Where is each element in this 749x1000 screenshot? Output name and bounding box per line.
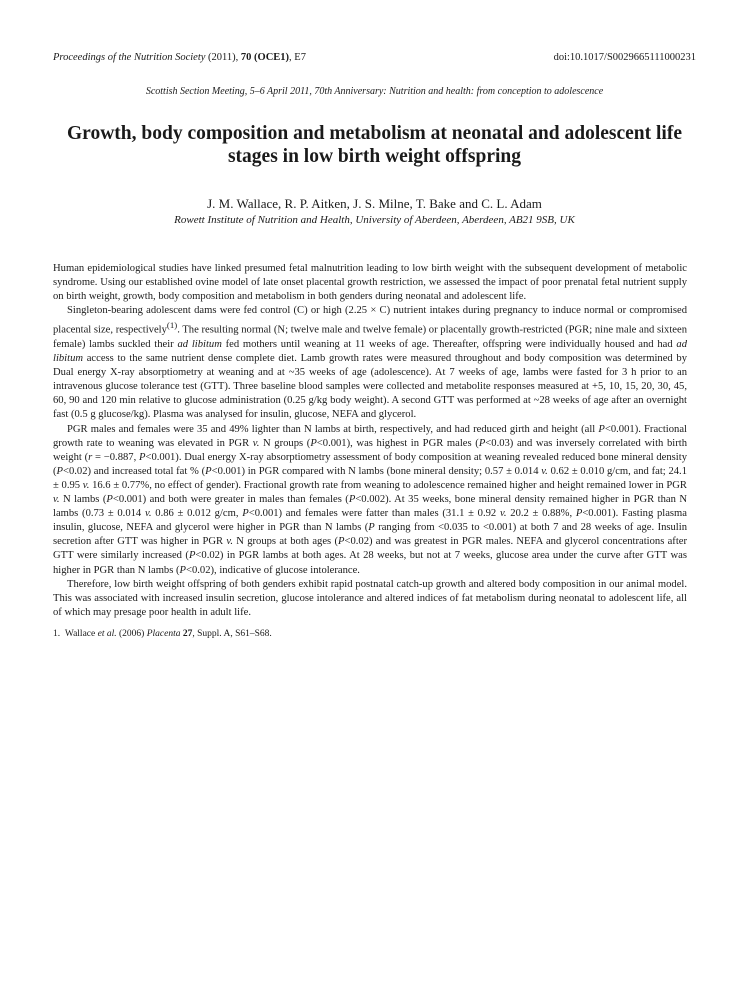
article-title: Growth, body composition and metabolism at neonatal and adolescent life stages in low birth weight offspring	[66, 123, 682, 167]
italic-term: v.	[499, 508, 507, 520]
text-run: 20.2 ± 0.88%,	[506, 508, 576, 520]
italic-term: P	[139, 451, 146, 463]
text-run: access to the same nutrient dense complete diet. Lamb growth rates were measured throughout and body composition was determined by Dual energy X-ray absorptiometry at weaning and at ~35 weeks of age (adolescence). At 7 weeks of age, lambs were fasted for 3 h prior to an intravenous glucose tolerance test (GTT). Three baseline blood samples were collected and metabolite responses measured at +5, 10, 15, 20, 30, 45, 60, 90 and 120 min relative to glucose administration (0.25 g/kg body weight). A second GTT was performed at ~28 weeks of age after an overnight fast (0.5 g glucose/kg). Plasma was analysed for insulin, glucose, NEFA and glycerol.	[53, 353, 687, 421]
reference-journal: Placenta	[146, 629, 181, 639]
text-run: Singleton-bearing adolescent dams were fed control (C) or high (2.25 × C) nutrient intakes during pregnancy to induce normal or compromised placental size, respectively	[53, 305, 687, 336]
italic-term: P	[310, 437, 317, 449]
abstract-paragraph-3	[53, 423, 687, 578]
italic-term: P	[338, 536, 345, 548]
italic-term: P	[368, 522, 375, 534]
text-run: <0.002). At 35 weeks, bone mineral density remained higher in PGR than N lambs (0.73 ± 0.014	[53, 494, 687, 520]
abstract-paragraph-2	[53, 304, 687, 422]
italic-term: v.	[144, 508, 152, 520]
text-run: <0.02) and was greatest in PGR males. NEFA and glycerol concentrations after GTT were similarly increased (	[53, 536, 688, 562]
italic-term: v.	[541, 465, 548, 477]
journal-citation	[53, 52, 306, 63]
italic-term: P	[348, 494, 356, 506]
text-run: 0.86 ± 0.012 g/cm,	[151, 508, 243, 520]
italic-term: v.	[226, 536, 233, 548]
text-run: = −0.887,	[92, 451, 139, 463]
meeting-line: Scottish Section Meeting, 5–6 April 2011, 70th Anniversary: Nutrition and health: from conception to adolescence	[145, 86, 604, 97]
text-run: N groups (	[259, 437, 311, 449]
author-list: J. M. Wallace, R. P. Aitken, J. S. Milne, T. Bake and C. L. Adam	[207, 196, 542, 211]
italic-term: P	[598, 423, 605, 435]
text-run: PGR males and females were 35 and 49% lighter than N lambs at birth, respectively, and had reduced girth and height (all	[67, 423, 599, 435]
italic-term: P	[205, 465, 212, 477]
italic-term: P	[478, 437, 486, 449]
text-run: N lambs (	[59, 494, 107, 506]
text-run: <0.03) and was inversely correlated with birth weight (	[53, 437, 687, 463]
text-run: <0.001). Fasting plasma insulin, glucose, NEFA and glycerol were higher in PGR than N lambs (	[53, 508, 687, 534]
affiliation: Rowett Institute of Nutrition and Health, University of Aberdeen, Aberdeen, AB21 9SB, UK	[174, 214, 575, 226]
text-run: <0.001) and both were greater in males than females (	[112, 494, 349, 506]
abstract-paragraph-4: Therefore, low birth weight offspring of both genders exhibit rapid postnatal catch-up growth and altered body composition in our animal model. This was associated with increased insulin secretion, glucose intolerance and altered indices of fat metabolism during neonatal to adolescent life, all of which may presage poor health in adult life.	[53, 578, 687, 618]
reference-author: Wallace	[64, 629, 98, 639]
reference-volume: 27	[180, 629, 193, 639]
text-run: <0.001). Fractional growth rate to weaning was elevated in PGR	[53, 423, 687, 449]
italic-term: P	[575, 508, 583, 520]
journal-page: , E7	[289, 52, 306, 63]
italic-term: r	[88, 451, 93, 463]
italic-term: v.	[53, 494, 60, 506]
text-run: N groups at both ages (	[232, 536, 338, 548]
reference-item	[53, 629, 687, 639]
text-run: <0.02), indicative of glucose intolerance.	[186, 564, 360, 576]
abstract-paragraph-1: Human epidemiological studies have linked presumed fetal malnutrition leading to low birth weight with the subsequent development of metabolic syndrome. Using our established ovine model of late onset placental growth restriction, we assessed the impact of poor prenatal fetal nutrient supply on birth weight, growth, body composition and metabolism in both genders during neonatal and adolescent life.	[53, 263, 687, 303]
doi: doi:10.1017/S0029665111000231	[553, 52, 696, 63]
italic-term: P	[242, 508, 249, 520]
reference-number: 1.	[53, 629, 61, 639]
italic-term: P	[179, 564, 187, 576]
reference-pages: , Suppl. A, S61–S68.	[192, 629, 272, 639]
running-head	[53, 52, 696, 68]
italic-term: P	[56, 465, 64, 477]
italic-term: v.	[82, 479, 90, 491]
italic-term: ad libitum	[177, 339, 222, 350]
text-run: fed mothers until weaning at 11 weeks of age. Thereafter, offspring were individually housed and had	[221, 339, 677, 350]
citation-ref: (1)	[166, 320, 178, 331]
journal-year: (2011),	[205, 52, 241, 63]
reference-etal: et al.	[97, 629, 117, 639]
italic-term: ad libitum	[53, 339, 687, 365]
text-run: ranging from <0.035 to <0.001) at both 7 and 28 weeks of age. Insulin secretion after GTT was higher in PGR	[53, 522, 687, 548]
text-run: 16.6 ± 0.77%, no effect of gender). Fractional growth rate from weaning to adolescence remained higher and height remained lower in PGR	[89, 479, 687, 491]
journal-name: Proceedings of the Nutrition Society	[53, 52, 206, 63]
text-run: <0.001). Dual energy X-ray absorptiometry assessment of body composition at weaning revealed reduced bone mineral density (	[53, 451, 687, 477]
text-run: 0.62 ± 0.010 g/cm, and fat; 24.1 ± 0.95	[53, 465, 687, 491]
italic-term: v.	[252, 437, 260, 449]
text-run: <0.001) in PGR compared with N lambs (bone mineral density; 0.57 ± 0.014	[211, 465, 542, 477]
abstract-body	[53, 262, 687, 620]
journal-volume: 70 (OCE1)	[240, 52, 290, 63]
italic-term: P	[188, 550, 196, 562]
text-run: <0.02) in PGR lambs at both ages. At 28 weeks, but not at 7 weeks, glucose area under the curve after GTT was higher in PGR than N lambs (	[53, 550, 687, 576]
text-run: <0.02) and increased total fat % (	[63, 465, 206, 477]
italic-term: P	[106, 494, 113, 506]
text-run: <0.001) and females were fatter than males (31.1 ± 0.92	[248, 508, 500, 520]
text-run: . The resulting normal (N; twelve male and twelve female) or placentally growth-restricted (PGR; nine male and sixteen female) lambs suckled their	[53, 324, 688, 350]
text-run: <0.001), was highest in PGR males (	[316, 437, 479, 449]
reference-list	[53, 629, 687, 639]
reference-year: (2006)	[116, 629, 147, 639]
